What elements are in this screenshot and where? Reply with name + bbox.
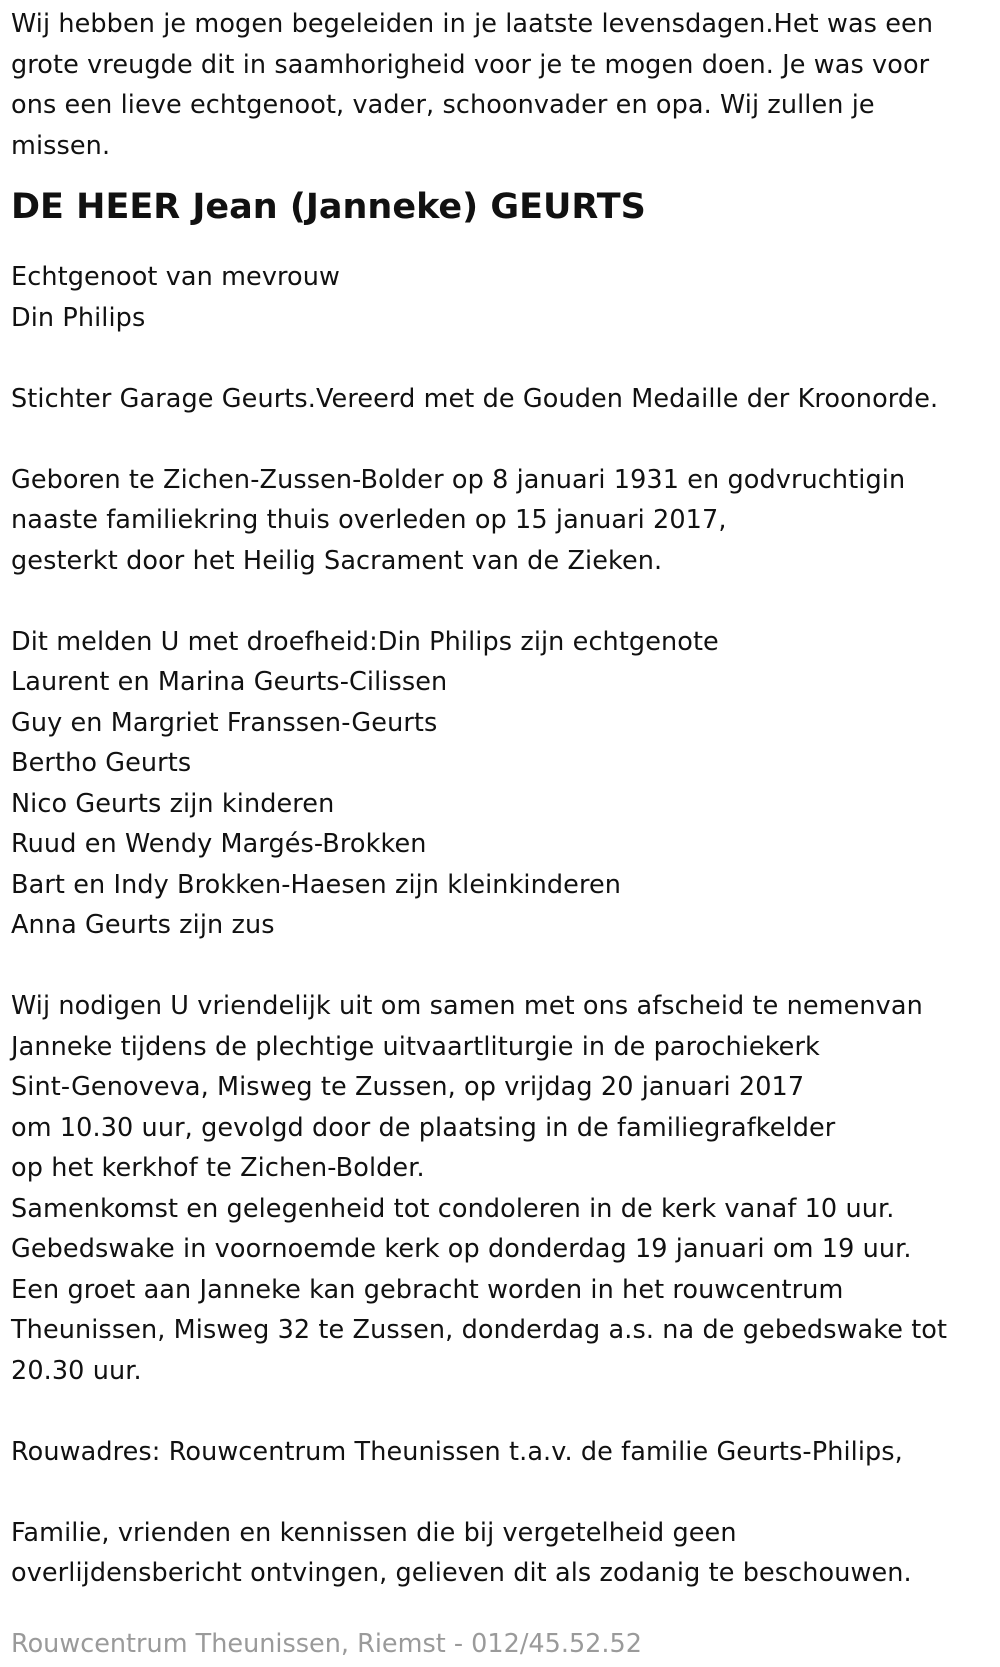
text-line: ons een lieve echtgenoot, vader, schoonvader en opa. Wij zullen je bbox=[11, 90, 875, 120]
text-line: Dit melden U met droefheid:Din Philips zijn echtgenote bbox=[11, 626, 719, 657]
text-line: overlijdensbericht ontvingen, gelieven dit als zodanig te beschouwen. bbox=[11, 1558, 912, 1589]
spacer bbox=[11, 581, 1000, 622]
spacer bbox=[11, 946, 1000, 987]
founder-block bbox=[11, 379, 1000, 420]
spacer bbox=[11, 419, 1000, 460]
text-line: Samenkomst en gelegenheid tot condoleren in de kerk vanaf 10 uur. bbox=[11, 1193, 895, 1224]
text-line: missen. bbox=[11, 130, 111, 161]
text-line: Wij hebben je mogen begeleiden in je laatste levensdagen.Het was een bbox=[11, 9, 934, 39]
text-line: gesterkt door het Heilig Sacrament van de Zieken. bbox=[11, 545, 663, 576]
deceased-name-title: DE HEER Jean (Janneke) GEURTS bbox=[11, 187, 646, 227]
text-line: op het kerkhof te Zichen-Bolder. bbox=[11, 1153, 425, 1184]
text-line: Guy en Margriet Franssen-Geurts bbox=[11, 707, 438, 738]
family-block bbox=[11, 622, 1000, 946]
spacer bbox=[11, 1472, 1000, 1513]
text-line: 20.30 uur. bbox=[11, 1355, 142, 1386]
text-line: Theunissen, Misweg 32 te Zussen, donderdag a.s. na de gebedswake tot bbox=[11, 1315, 948, 1346]
text-line: Din Philips bbox=[11, 302, 146, 333]
text-line: Nico Geurts zijn kinderen bbox=[11, 788, 335, 819]
text-line: Een groet aan Janneke kan gebracht worden in het rouwcentrum bbox=[11, 1274, 844, 1305]
funeral-home-footer: Rouwcentrum Theunissen, Riemst - 012/45.52.52 bbox=[11, 1629, 642, 1659]
address-block bbox=[11, 1432, 1000, 1473]
text-line: Rouwadres: Rouwcentrum Theunissen t.a.v. de familie Geurts-Philips, bbox=[11, 1436, 903, 1467]
text-line: Janneke tijdens de plechtige uitvaartliturgie in de parochiekerk bbox=[11, 1031, 820, 1062]
notice-block bbox=[11, 1513, 1000, 1594]
text-line: Familie, vrienden en kennissen die bij vergetelheid geen bbox=[11, 1517, 737, 1548]
text-line: Stichter Garage Geurts.Vereerd met de Gouden Medaille der Kroonorde. bbox=[11, 383, 939, 414]
text-line: Wij nodigen U vriendelijk uit om samen met ons afscheid te nemenvan bbox=[11, 991, 923, 1022]
intro-paragraph bbox=[11, 4, 1000, 166]
spacer bbox=[11, 338, 1000, 379]
text-line: Echtgenoot van mevrouw bbox=[11, 262, 340, 293]
text-line: naaste familiekring thuis overleden op 15 januari 2017, bbox=[11, 505, 727, 536]
ceremony-block bbox=[11, 986, 1000, 1391]
text-line: om 10.30 uur, gevolgd door de plaatsing in de familiegrafkelder bbox=[11, 1112, 836, 1143]
text-line: grote vreugde dit in saamhorigheid voor je te mogen doen. Je was voor bbox=[11, 49, 930, 80]
spouse-block bbox=[11, 257, 1000, 338]
text-line: Ruud en Wendy Margés-Brokken bbox=[11, 829, 427, 860]
text-line: Sint-Genoveva, Misweg te Zussen, op vrijdag 20 januari 2017 bbox=[11, 1072, 805, 1103]
text-line: Laurent en Marina Geurts-Cilissen bbox=[11, 667, 448, 698]
birth-death-block bbox=[11, 460, 1000, 582]
text-line: Bart en Indy Brokken-Haesen zijn kleinkinderen bbox=[11, 869, 622, 900]
text-line: Anna Geurts zijn zus bbox=[11, 910, 275, 941]
spacer bbox=[11, 1391, 1000, 1432]
text-line: Geboren te Zichen-Zussen-Bolder op 8 januari 1931 en godvruchtigin bbox=[11, 464, 906, 495]
text-line: Gebedswake in voornoemde kerk op donderdag 19 januari om 19 uur. bbox=[11, 1234, 912, 1265]
text-line: Bertho Geurts bbox=[11, 748, 192, 779]
